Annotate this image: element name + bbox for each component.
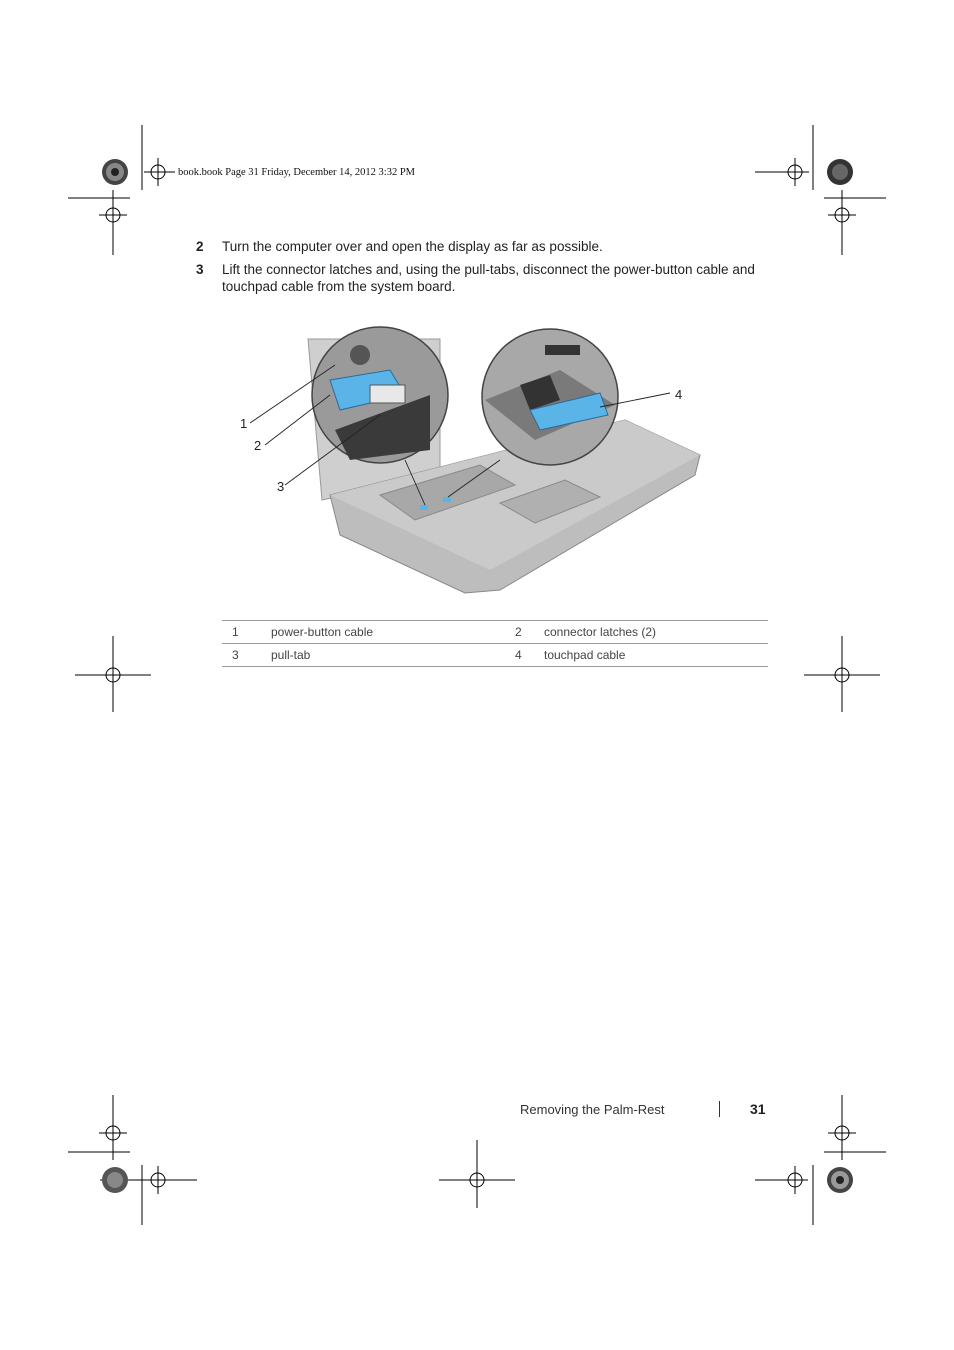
callout-4: 4 xyxy=(675,387,683,402)
legend-label: pull-tab xyxy=(271,644,505,667)
page-number: 31 xyxy=(750,1101,766,1117)
footer-divider xyxy=(719,1101,720,1117)
registration-target-icon xyxy=(102,159,853,1193)
step-text: Turn the computer over and open the display as far as possible. xyxy=(222,239,603,254)
palm-rest-illustration xyxy=(230,325,710,605)
legend-label: connector latches (2) xyxy=(544,621,768,644)
callout-1: 1 xyxy=(240,416,248,431)
step-number: 3 xyxy=(196,262,204,277)
legend-number: 4 xyxy=(505,644,544,667)
legend-number: 2 xyxy=(505,621,544,644)
legend-label: touchpad cable xyxy=(544,644,768,667)
print-slug: book.book Page 31 Friday, December 14, 2012 3:32 PM xyxy=(178,167,415,178)
footer-section-title: Removing the Palm-Rest xyxy=(520,1102,665,1117)
legend-number: 3 xyxy=(222,644,271,667)
callout-legend-table xyxy=(222,620,768,667)
legend-label: power-button cable xyxy=(271,621,505,644)
table-row xyxy=(222,644,768,667)
step-text: Lift the connector latches and, using the pull-tabs, disconnect the power-button cable and touchpad cable from the system board. xyxy=(222,262,755,294)
table-row xyxy=(222,621,768,644)
callout-2: 2 xyxy=(254,438,262,453)
callout-3: 3 xyxy=(277,479,285,494)
legend-number: 1 xyxy=(222,621,271,644)
step-number: 2 xyxy=(196,239,204,254)
